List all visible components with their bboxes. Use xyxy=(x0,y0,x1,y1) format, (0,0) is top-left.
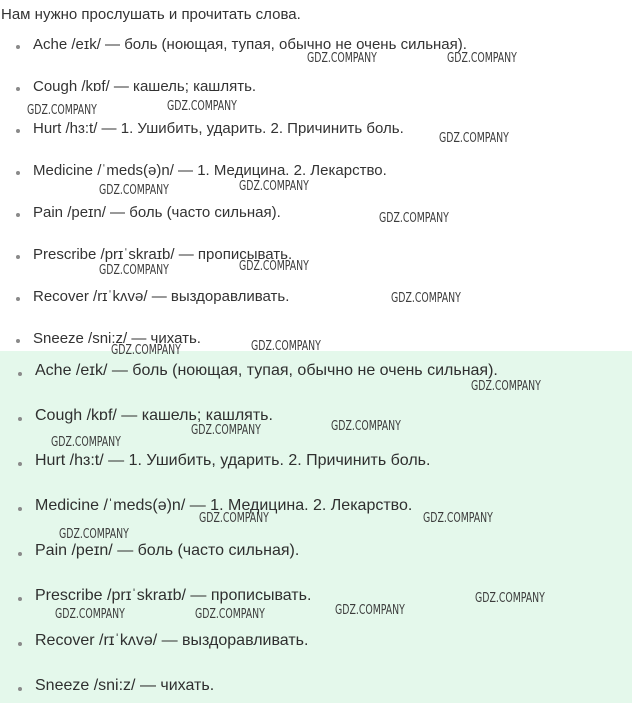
bullet-icon xyxy=(18,552,22,556)
list-item-text: Hurt /hɜ:t/ — 1. Ушибить, ударить. 2. Причинить боль. xyxy=(33,120,404,137)
list-item xyxy=(33,288,289,305)
watermark: GDZ.COMPANY xyxy=(439,131,509,146)
bullet-icon xyxy=(16,45,20,49)
list-item-text: Recover /rɪˈkʌvə/ — выздоравливать. xyxy=(35,632,309,649)
bullet-icon xyxy=(18,687,22,691)
watermark: GDZ.COMPANY xyxy=(27,103,97,118)
watermark: GDZ.COMPANY xyxy=(251,339,321,354)
list-item-text: Sneeze /sni:z/ — чихать. xyxy=(35,677,215,694)
watermark: GDZ.COMPANY xyxy=(239,259,309,274)
watermark: GDZ.COMPANY xyxy=(99,183,169,198)
list-item-text: Prescribe /prɪˈskraɪb/ — прописывать. xyxy=(35,587,312,604)
list-item-text: Ache /eɪk/ — боль (ноющая, тупая, обычно не очень сильная). xyxy=(33,36,467,53)
list-item-text: Hurt /hɜ:t/ — 1. Ушибить, ударить. 2. Причинить боль. xyxy=(35,452,431,469)
list-item xyxy=(35,362,498,380)
watermark: GDZ.COMPANY xyxy=(379,211,449,226)
bullet-icon xyxy=(18,417,22,421)
watermark: GDZ.COMPANY xyxy=(239,179,309,194)
list-item-text: Ache /eɪk/ — боль (ноющая, тупая, обычно не очень сильная). xyxy=(35,362,498,379)
list-item xyxy=(33,120,404,137)
watermark: GDZ.COMPANY xyxy=(167,99,237,114)
bullet-icon xyxy=(16,339,20,343)
watermark: GDZ.COMPANY xyxy=(471,379,541,394)
list-item xyxy=(33,204,281,221)
bullet-icon xyxy=(18,507,22,511)
bullet-icon xyxy=(18,642,22,646)
list-item-text: Sneeze /sni:z/ — чихать. xyxy=(33,330,201,347)
watermark: GDZ.COMPANY xyxy=(307,51,377,66)
bullet-icon xyxy=(18,372,22,376)
bullet-icon xyxy=(16,255,20,259)
watermark: GDZ.COMPANY xyxy=(195,607,265,622)
bullet-icon xyxy=(18,597,22,601)
watermark: GDZ.COMPANY xyxy=(111,343,181,358)
list-item xyxy=(35,542,299,560)
list-item xyxy=(33,36,467,53)
list-item-text: Pain /peɪn/ — боль (часто сильная). xyxy=(35,542,300,559)
bullet-icon xyxy=(16,129,20,133)
list-item-text: Pain /peɪn/ — боль (часто сильная). xyxy=(33,204,281,221)
watermark: GDZ.COMPANY xyxy=(423,511,493,526)
bullet-icon xyxy=(16,171,20,175)
list-item xyxy=(35,452,430,470)
intro-text: Нам нужно прослушать и прочитать слова. xyxy=(1,6,301,23)
watermark: GDZ.COMPANY xyxy=(331,419,401,434)
list-item xyxy=(35,677,214,695)
bullet-icon xyxy=(16,87,20,91)
list-item-text: Prescribe /prɪˈskraɪb/ — прописывать. xyxy=(33,246,293,263)
list-item xyxy=(35,632,308,650)
bullet-icon xyxy=(16,213,20,217)
list-item-text: Recover /rɪˈkʌvə/ — выздоравливать. xyxy=(33,288,290,305)
list-item-text: Cough /kɒf/ — кашель; кашлять. xyxy=(35,407,273,424)
watermark: GDZ.COMPANY xyxy=(99,263,169,278)
list-item-text: Cough /kɒf/ — кашель; кашлять. xyxy=(33,78,257,95)
bullet-icon xyxy=(18,462,22,466)
watermark: GDZ.COMPANY xyxy=(335,603,405,618)
list-item xyxy=(33,78,256,95)
watermark: GDZ.COMPANY xyxy=(191,423,261,438)
watermark: GDZ.COMPANY xyxy=(55,607,125,622)
list-item xyxy=(33,162,387,179)
watermark: GDZ.COMPANY xyxy=(51,435,121,450)
watermark: GDZ.COMPANY xyxy=(447,51,517,66)
list-item-text: Medicine /ˈmeds(ə)n/ — 1. Медицина. 2. Лекарство. xyxy=(35,497,413,514)
list-item xyxy=(35,587,311,605)
watermark: GDZ.COMPANY xyxy=(199,511,269,526)
bullet-icon xyxy=(16,297,20,301)
list-item-text: Medicine /ˈmeds(ə)n/ — 1. Медицина. 2. Лекарство. xyxy=(33,162,387,179)
watermark: GDZ.COMPANY xyxy=(475,591,545,606)
watermark: GDZ.COMPANY xyxy=(59,527,129,542)
watermark: GDZ.COMPANY xyxy=(391,291,461,306)
